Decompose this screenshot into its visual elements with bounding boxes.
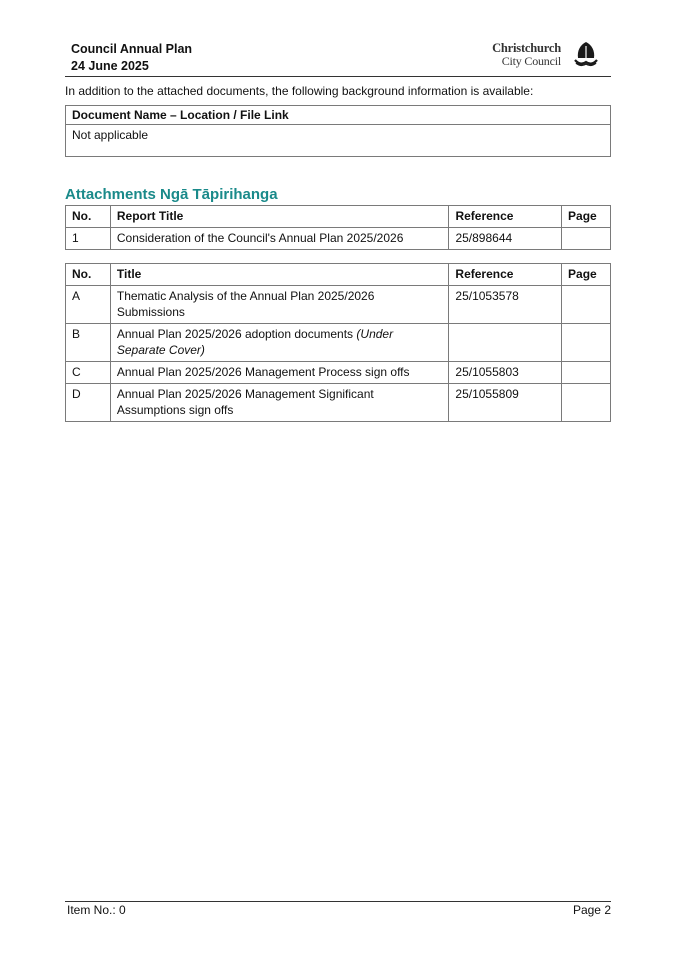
intro-text: In addition to the attached documents, the following background information is available: [65, 84, 534, 98]
cell-reference: 25/1055803 [449, 362, 562, 384]
logo-text-line1: Christchurch [492, 41, 561, 55]
cell-no: A [66, 286, 111, 324]
page-footer [65, 901, 611, 922]
column-header-no: No. [66, 264, 111, 286]
table-row [66, 384, 611, 422]
attachments-heading: Attachments Ngā Tāpirihanga [65, 186, 278, 203]
attachments-table [65, 263, 611, 422]
cell-title: Consideration of the Council's Annual Plan 2025/2026 [110, 228, 449, 250]
cell-title [110, 324, 449, 362]
cell-title [110, 384, 449, 422]
background-table-value: Not applicable [66, 125, 611, 157]
document-title: Council Annual Plan [71, 42, 193, 56]
cell-page [562, 286, 611, 324]
column-header-reference: Reference [449, 264, 562, 286]
background-table-header: Document Name – Location / File Link [66, 106, 611, 125]
table-row [66, 362, 611, 384]
cell-reference [449, 324, 562, 362]
column-header-title: Report Title [110, 206, 449, 228]
report-table [65, 205, 611, 250]
cell-page [562, 324, 611, 362]
page-header [65, 40, 611, 77]
cell-reference: 25/1055809 [449, 384, 562, 422]
cell-title [110, 362, 449, 384]
cell-reference: 25/1053578 [449, 286, 562, 324]
column-header-reference: Reference [449, 206, 562, 228]
column-header-title: Title [110, 264, 449, 286]
cell-no: 1 [66, 228, 111, 250]
cell-title [110, 286, 449, 324]
table-row [66, 286, 611, 324]
cathedral-logo-icon [573, 41, 599, 67]
column-header-no: No. [66, 206, 111, 228]
column-header-page: Page [562, 206, 611, 228]
title-text: Annual Plan 2025/2026 adoption documents [116, 327, 357, 341]
title-text: Annual Plan 2025/2026 Management Process sign offs [116, 365, 410, 379]
table-row [66, 228, 611, 250]
table-header-row [66, 206, 611, 228]
cell-no: C [66, 362, 111, 384]
document-date: 24 June 2025 [71, 59, 149, 73]
item-number: Item No.: 0 [67, 903, 126, 917]
cell-no: B [66, 324, 111, 362]
table-row [66, 324, 611, 362]
cell-page [562, 362, 611, 384]
column-header-page: Page [562, 264, 611, 286]
table-header-row [66, 264, 611, 286]
page-number: Page 2 [572, 903, 611, 917]
background-info-table [65, 105, 611, 157]
cell-page [562, 228, 611, 250]
logo-text-line2: City Council [501, 54, 561, 68]
cell-page [562, 384, 611, 422]
title-text: Thematic Analysis of the Annual Plan 2025/2026 Submissions [116, 289, 375, 319]
title-text: Annual Plan 2025/2026 Management Significant Assumptions sign offs [116, 387, 374, 417]
title-note: (Under Separate Cover) [116, 327, 394, 357]
cell-reference: 25/898644 [449, 228, 562, 250]
council-logo [489, 40, 599, 70]
cell-no: D [66, 384, 111, 422]
